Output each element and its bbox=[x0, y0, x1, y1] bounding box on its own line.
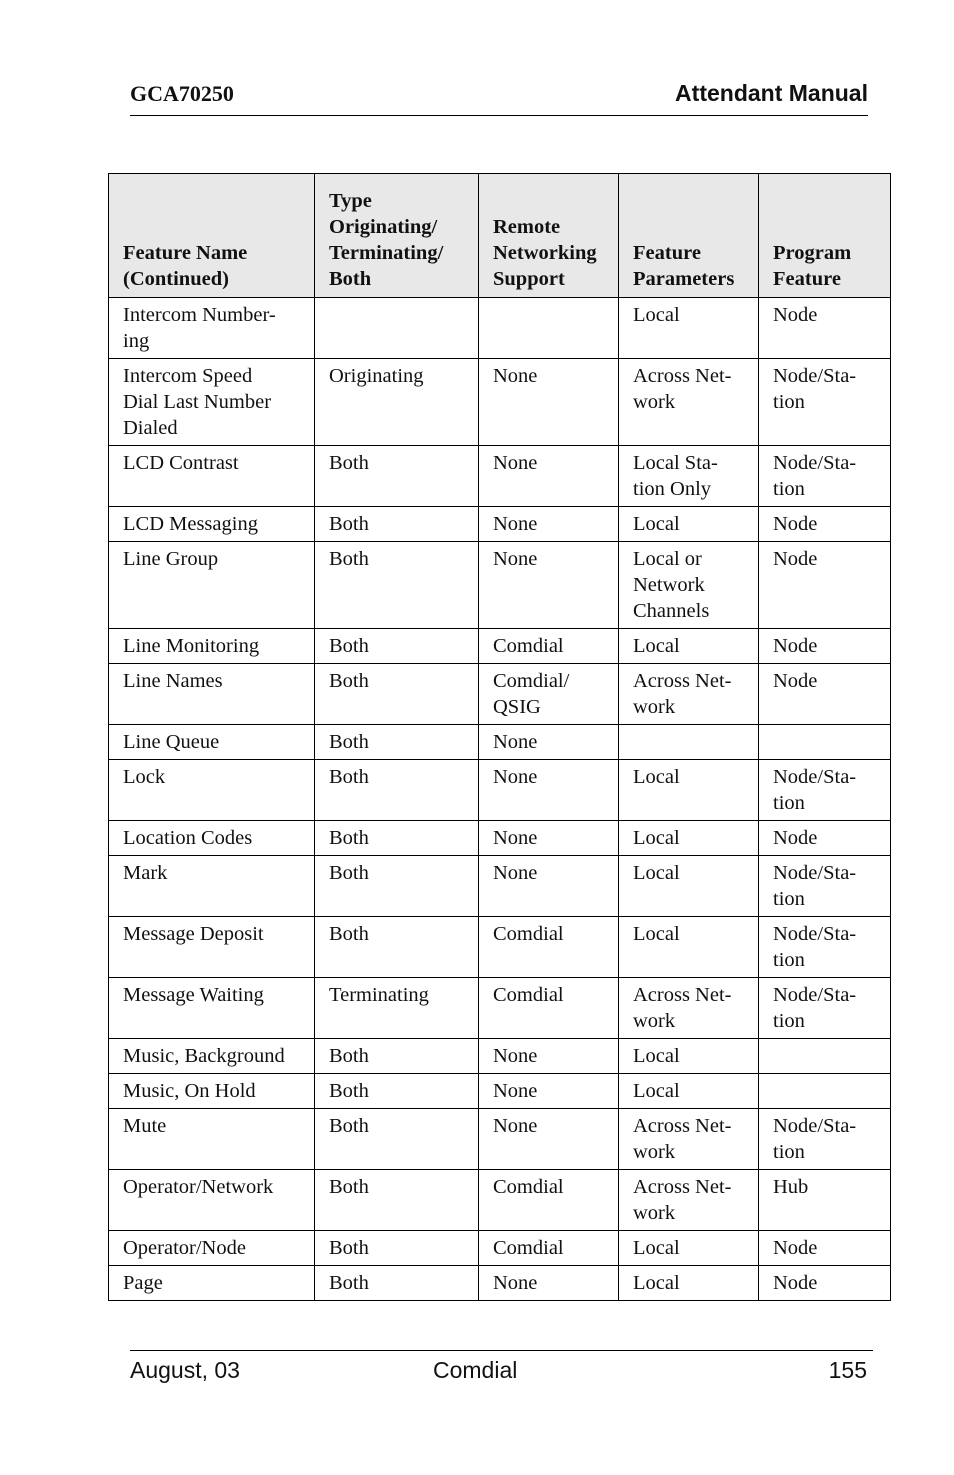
cell-line: tion bbox=[773, 792, 805, 814]
cell-remote-networking bbox=[479, 1074, 619, 1109]
cell-line: Both bbox=[329, 452, 369, 474]
cell-line: Both bbox=[329, 670, 369, 692]
table-row bbox=[109, 978, 891, 1039]
cell-type bbox=[315, 446, 479, 507]
cell-line: Comdial bbox=[493, 923, 564, 945]
cell-feature-name bbox=[109, 1074, 315, 1109]
cell-line: Local bbox=[633, 1045, 680, 1067]
cell-feature-name bbox=[109, 629, 315, 664]
cell-line: Node/Sta- bbox=[773, 1115, 857, 1137]
cell-remote-networking bbox=[479, 542, 619, 629]
cell-type bbox=[315, 978, 479, 1039]
cell-line: Node bbox=[773, 1272, 818, 1294]
cell-line: Originating bbox=[329, 365, 424, 387]
table-row bbox=[109, 760, 891, 821]
cell-line: Node/Sta- bbox=[773, 923, 857, 945]
cell-line: Node/Sta- bbox=[773, 984, 857, 1006]
cell-line: Both bbox=[329, 731, 369, 753]
cell-line: tion bbox=[773, 478, 805, 500]
cell-line: Operator/Node bbox=[123, 1237, 246, 1259]
cell-line: None bbox=[493, 548, 538, 570]
cell-line: Feature Name bbox=[123, 242, 248, 264]
cell-line: tion bbox=[773, 1141, 805, 1163]
cell-remote-networking bbox=[479, 917, 619, 978]
cell-line: Across Net- bbox=[633, 1115, 732, 1137]
cell-feature-parameters bbox=[619, 1266, 759, 1301]
cell-feature-parameters bbox=[619, 542, 759, 629]
cell-line: Program bbox=[773, 242, 852, 264]
cell-line: Local bbox=[633, 1272, 680, 1294]
cell-type bbox=[315, 1266, 479, 1301]
cell-line: Local bbox=[633, 1080, 680, 1102]
table-row bbox=[109, 1074, 891, 1109]
cell-program-feature bbox=[759, 856, 891, 917]
cell-line: Local bbox=[633, 635, 680, 657]
cell-line: Node bbox=[773, 635, 818, 657]
column-header-feature-parameters bbox=[619, 174, 759, 298]
cell-line: ing bbox=[123, 330, 150, 352]
cell-line: Local bbox=[633, 513, 680, 535]
cell-line: None bbox=[493, 1272, 538, 1294]
cell-feature-name bbox=[109, 1231, 315, 1266]
cell-line: Local bbox=[633, 923, 680, 945]
column-header-type bbox=[315, 174, 479, 298]
cell-program-feature bbox=[759, 760, 891, 821]
cell-line: Both bbox=[329, 635, 369, 657]
cell-type bbox=[315, 917, 479, 978]
cell-type bbox=[315, 629, 479, 664]
cell-program-feature bbox=[759, 725, 891, 760]
cell-line: Dialed bbox=[123, 417, 178, 439]
cell-feature-name bbox=[109, 978, 315, 1039]
cell-line: Type bbox=[329, 190, 372, 212]
cell-remote-networking bbox=[479, 760, 619, 821]
cell-line: Support bbox=[493, 268, 565, 290]
cell-line: None bbox=[493, 1080, 538, 1102]
cell-line: Both bbox=[329, 548, 369, 570]
cell-line: tion bbox=[773, 888, 805, 910]
cell-line: Node bbox=[773, 827, 818, 849]
cell-line: Local bbox=[633, 304, 680, 326]
cell-feature-name bbox=[109, 1039, 315, 1074]
cell-line: Music, Background bbox=[123, 1045, 285, 1067]
cell-line: Line Queue bbox=[123, 731, 220, 753]
cell-program-feature bbox=[759, 359, 891, 446]
cell-line: Both bbox=[329, 1115, 369, 1137]
cell-type bbox=[315, 1231, 479, 1266]
cell-line: Hub bbox=[773, 1176, 809, 1198]
cell-line: Node bbox=[773, 304, 818, 326]
column-header-feature-name bbox=[109, 174, 315, 298]
cell-type bbox=[315, 725, 479, 760]
cell-line: Across Net- bbox=[633, 1176, 732, 1198]
cell-line: Music, On Hold bbox=[123, 1080, 256, 1102]
page-number: 155 bbox=[828, 1357, 867, 1383]
table-row bbox=[109, 917, 891, 978]
cell-line: tion bbox=[773, 1010, 805, 1032]
cell-type bbox=[315, 760, 479, 821]
cell-line: Mark bbox=[123, 862, 168, 884]
cell-remote-networking bbox=[479, 507, 619, 542]
cell-line: Both bbox=[329, 827, 369, 849]
cell-line: Node bbox=[773, 1237, 818, 1259]
cell-feature-parameters bbox=[619, 917, 759, 978]
cell-feature-name bbox=[109, 542, 315, 629]
cell-remote-networking bbox=[479, 298, 619, 359]
table-row bbox=[109, 664, 891, 725]
cell-feature-parameters bbox=[619, 629, 759, 664]
cell-program-feature bbox=[759, 917, 891, 978]
table-row bbox=[109, 725, 891, 760]
table-row bbox=[109, 1109, 891, 1170]
cell-line: Across Net- bbox=[633, 984, 732, 1006]
cell-line: Local bbox=[633, 862, 680, 884]
cell-line: Across Net- bbox=[633, 365, 732, 387]
cell-line: Feature bbox=[773, 268, 841, 290]
cell-line: tion bbox=[773, 949, 805, 971]
cell-line: Parameters bbox=[633, 268, 735, 290]
cell-line: Both bbox=[329, 1045, 369, 1067]
cell-feature-parameters bbox=[619, 664, 759, 725]
cell-line: work bbox=[633, 391, 676, 413]
cell-type bbox=[315, 856, 479, 917]
cell-line: LCD Contrast bbox=[123, 452, 239, 474]
cell-feature-parameters bbox=[619, 760, 759, 821]
cell-line: Message Waiting bbox=[123, 984, 264, 1006]
table-row bbox=[109, 542, 891, 629]
cell-line: Comdial bbox=[493, 1176, 564, 1198]
cell-feature-parameters bbox=[619, 1039, 759, 1074]
cell-type bbox=[315, 1039, 479, 1074]
cell-feature-name bbox=[109, 725, 315, 760]
cell-program-feature bbox=[759, 542, 891, 629]
cell-line: QSIG bbox=[493, 696, 541, 718]
page-footer bbox=[130, 1350, 873, 1391]
cell-feature-name bbox=[109, 507, 315, 542]
cell-line: Line Group bbox=[123, 548, 219, 570]
cell-feature-name bbox=[109, 1109, 315, 1170]
cell-line: None bbox=[493, 513, 538, 535]
cell-program-feature bbox=[759, 1231, 891, 1266]
cell-program-feature bbox=[759, 1039, 891, 1074]
cell-type bbox=[315, 507, 479, 542]
cell-line: None bbox=[493, 365, 538, 387]
cell-feature-parameters bbox=[619, 359, 759, 446]
cell-remote-networking bbox=[479, 1170, 619, 1231]
feature-table bbox=[108, 173, 891, 1301]
cell-line: work bbox=[633, 1202, 676, 1224]
cell-type bbox=[315, 1170, 479, 1231]
cell-line: (Continued) bbox=[123, 268, 229, 290]
cell-line: Both bbox=[329, 1237, 369, 1259]
cell-line: Both bbox=[329, 1176, 369, 1198]
cell-type bbox=[315, 664, 479, 725]
cell-line: Comdial/ bbox=[493, 670, 570, 692]
feature-table-body bbox=[109, 298, 891, 1301]
cell-line: Message Deposit bbox=[123, 923, 264, 945]
cell-line: work bbox=[633, 696, 676, 718]
cell-feature-parameters bbox=[619, 821, 759, 856]
cell-remote-networking bbox=[479, 821, 619, 856]
cell-feature-parameters bbox=[619, 1074, 759, 1109]
table-row bbox=[109, 629, 891, 664]
cell-program-feature bbox=[759, 298, 891, 359]
cell-line: Network bbox=[633, 574, 705, 596]
cell-feature-parameters bbox=[619, 446, 759, 507]
cell-feature-name bbox=[109, 856, 315, 917]
cell-line: Local bbox=[633, 827, 680, 849]
cell-line: Intercom Speed bbox=[123, 365, 253, 387]
cell-line: Lock bbox=[123, 766, 166, 788]
table-row bbox=[109, 1266, 891, 1301]
cell-line: None bbox=[493, 452, 538, 474]
table-row bbox=[109, 446, 891, 507]
cell-remote-networking bbox=[479, 1039, 619, 1074]
cell-line: Comdial bbox=[493, 984, 564, 1006]
cell-line: Networking bbox=[493, 242, 597, 264]
cell-feature-parameters bbox=[619, 1170, 759, 1231]
cell-line: Page bbox=[123, 1272, 163, 1294]
feature-table-header bbox=[109, 174, 891, 298]
cell-remote-networking bbox=[479, 664, 619, 725]
cell-feature-name bbox=[109, 446, 315, 507]
cell-type bbox=[315, 1109, 479, 1170]
cell-line: work bbox=[633, 1010, 676, 1032]
cell-line: Node bbox=[773, 513, 818, 535]
cell-line: Feature bbox=[633, 242, 701, 264]
cell-line: Both bbox=[329, 268, 372, 290]
cell-remote-networking bbox=[479, 978, 619, 1039]
cell-program-feature bbox=[759, 821, 891, 856]
cell-line: None bbox=[493, 1045, 538, 1067]
page-header bbox=[130, 78, 868, 116]
table-row bbox=[109, 1170, 891, 1231]
cell-feature-name bbox=[109, 664, 315, 725]
cell-program-feature bbox=[759, 629, 891, 664]
cell-line: Node/Sta- bbox=[773, 365, 857, 387]
cell-feature-name bbox=[109, 359, 315, 446]
cell-remote-networking bbox=[479, 725, 619, 760]
cell-line: Dial Last Number bbox=[123, 391, 272, 413]
cell-feature-parameters bbox=[619, 856, 759, 917]
cell-line: Local bbox=[633, 766, 680, 788]
cell-remote-networking bbox=[479, 629, 619, 664]
cell-line: None bbox=[493, 731, 538, 753]
cell-remote-networking bbox=[479, 359, 619, 446]
cell-remote-networking bbox=[479, 1231, 619, 1266]
table-row bbox=[109, 298, 891, 359]
table-row bbox=[109, 507, 891, 542]
cell-remote-networking bbox=[479, 1109, 619, 1170]
cell-line: Node/Sta- bbox=[773, 766, 857, 788]
cell-line: Node/Sta- bbox=[773, 862, 857, 884]
cell-line: Operator/Network bbox=[123, 1176, 274, 1198]
cell-feature-name bbox=[109, 1170, 315, 1231]
cell-line: Both bbox=[329, 1272, 369, 1294]
cell-line: None bbox=[493, 827, 538, 849]
cell-program-feature bbox=[759, 664, 891, 725]
cell-line: tion bbox=[773, 391, 805, 413]
footer-company: Comdial bbox=[433, 1357, 518, 1383]
cell-program-feature bbox=[759, 1170, 891, 1231]
cell-type bbox=[315, 542, 479, 629]
cell-line: Local or bbox=[633, 548, 702, 570]
cell-line: Node/Sta- bbox=[773, 452, 857, 474]
cell-feature-name bbox=[109, 298, 315, 359]
cell-line: Intercom Number- bbox=[123, 304, 276, 326]
cell-type bbox=[315, 298, 479, 359]
cell-line: Comdial bbox=[493, 635, 564, 657]
column-header-program-feature bbox=[759, 174, 891, 298]
cell-line: Terminating bbox=[329, 984, 429, 1006]
cell-line: Local bbox=[633, 1237, 680, 1259]
cell-program-feature bbox=[759, 1074, 891, 1109]
cell-line: Local Sta- bbox=[633, 452, 718, 474]
footer-date: August, 03 bbox=[130, 1357, 240, 1383]
cell-feature-name bbox=[109, 917, 315, 978]
cell-line: Both bbox=[329, 513, 369, 535]
cell-feature-parameters bbox=[619, 507, 759, 542]
cell-line: Line Names bbox=[123, 670, 223, 692]
cell-type bbox=[315, 1074, 479, 1109]
cell-remote-networking bbox=[479, 856, 619, 917]
cell-line: Terminating/ bbox=[329, 242, 444, 264]
cell-line: None bbox=[493, 766, 538, 788]
header-row bbox=[109, 174, 891, 298]
cell-line: Both bbox=[329, 862, 369, 884]
cell-feature-parameters bbox=[619, 725, 759, 760]
cell-feature-name bbox=[109, 760, 315, 821]
cell-program-feature bbox=[759, 1266, 891, 1301]
cell-feature-name bbox=[109, 821, 315, 856]
cell-line: work bbox=[633, 1141, 676, 1163]
cell-feature-parameters bbox=[619, 298, 759, 359]
cell-type bbox=[315, 821, 479, 856]
cell-line: Channels bbox=[633, 600, 710, 622]
cell-line: Node bbox=[773, 548, 818, 570]
cell-remote-networking bbox=[479, 1266, 619, 1301]
table-row bbox=[109, 359, 891, 446]
cell-feature-parameters bbox=[619, 1109, 759, 1170]
cell-program-feature bbox=[759, 446, 891, 507]
cell-type bbox=[315, 359, 479, 446]
document-code: GCA70250 bbox=[130, 81, 234, 106]
cell-line: Comdial bbox=[493, 1237, 564, 1259]
cell-feature-parameters bbox=[619, 978, 759, 1039]
cell-program-feature bbox=[759, 507, 891, 542]
cell-line: Both bbox=[329, 923, 369, 945]
cell-line: Originating/ bbox=[329, 216, 438, 238]
table-row bbox=[109, 1039, 891, 1074]
cell-line: None bbox=[493, 1115, 538, 1137]
document-title: Attendant Manual bbox=[675, 80, 868, 106]
cell-line: Mute bbox=[123, 1115, 167, 1137]
column-header-remote-networking bbox=[479, 174, 619, 298]
cell-program-feature bbox=[759, 1109, 891, 1170]
cell-line: Line Monitoring bbox=[123, 635, 260, 657]
cell-line: None bbox=[493, 862, 538, 884]
cell-feature-name bbox=[109, 1266, 315, 1301]
cell-line: LCD Messaging bbox=[123, 513, 258, 535]
cell-line: tion Only bbox=[633, 478, 712, 500]
cell-program-feature bbox=[759, 978, 891, 1039]
table-row bbox=[109, 1231, 891, 1266]
table-row bbox=[109, 821, 891, 856]
table-row bbox=[109, 856, 891, 917]
cell-feature-parameters bbox=[619, 1231, 759, 1266]
cell-line: Location Codes bbox=[123, 827, 253, 849]
cell-line: Across Net- bbox=[633, 670, 732, 692]
cell-line: Remote bbox=[493, 216, 561, 238]
cell-line: Both bbox=[329, 1080, 369, 1102]
cell-remote-networking bbox=[479, 446, 619, 507]
cell-line: Node bbox=[773, 670, 818, 692]
cell-line: Both bbox=[329, 766, 369, 788]
